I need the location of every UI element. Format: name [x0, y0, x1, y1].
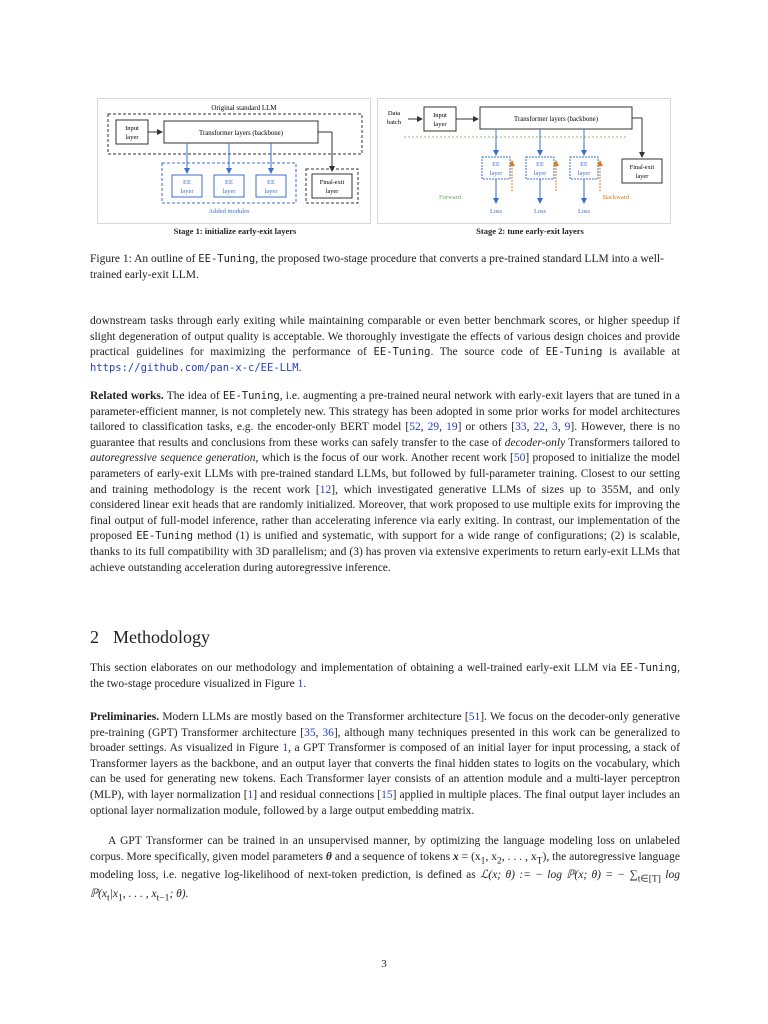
- svg-text:EE: EE: [492, 161, 500, 168]
- svg-text:EE: EE: [580, 161, 588, 168]
- svg-text:Input: Input: [433, 112, 447, 119]
- related-works-heading: Related works.: [90, 390, 164, 402]
- original-standard-llm-title: Original standard LLM: [211, 104, 277, 112]
- figure-caption: Figure 1: An outline of EE-Tuning, the proposed two-stage procedure that converts a pre-trained standard LLM into a well-trained early-exit LLM.: [90, 253, 664, 281]
- svg-text:EE: EE: [267, 179, 275, 186]
- input-layer-label-2: layer: [125, 134, 139, 141]
- svg-text:Loss: Loss: [534, 208, 546, 215]
- svg-text:Final-exit: Final-exit: [319, 179, 345, 186]
- svg-text:Loss: Loss: [490, 208, 502, 215]
- page-number: 3: [381, 958, 387, 970]
- added-modules-label: Added modules: [208, 208, 250, 215]
- backward-label: Backward: [602, 194, 630, 201]
- transformer-backbone-label: Transformer layers (backbone): [199, 130, 283, 137]
- gpt-training-paragraph: A GPT Transformer can be trained in an unsupervised manner, by optimizing the language modeling loss on unlabeled corpus. More specifically, given model parameters θ and a sequence of tokens $x = (x_1$, $x_2$, . . . , $x_T$), the autoregressive language modeling loss, i.e. negative log-likelihood of next-token prediction, is defined as ℒ(x; θ) := − log ℙ(x; θ) = − $\sum_{t\in[T]}$ $\log ℙ(x_t|x_1$, . . . , $x_{t-1}$; θ).: [90, 835, 681, 904]
- stage2-diagram: [378, 99, 670, 223]
- forward-label: Forward: [438, 194, 462, 201]
- svg-text:layer: layer: [325, 188, 339, 195]
- svg-text:layer: layer: [489, 170, 503, 177]
- preliminaries-paragraph: Preliminaries. Modern LLMs are mostly based on the Transformer architecture [51]. We focus on the decoder-only generative pre-training (GPT) Transformer architecture [35, 36], although many techniques presented in this work can be generalized to broader settings. As visualized in Figure 1, a GPT Transformer is composed of an initial layer for input processing, a stack of Transformer layers as the backbone, and an output layer that converts the final hidden states to logits on the vocabulary, which can be used for generating new tokens. Each Transformer layer consists of an attention module and a multi-layer perceptron (MLP), with layer normalization [1] and residual connections [15] applied in multiple places. The final output layer includes an optional layer normalization module, followed by a large output embedding matrix.: [90, 711, 681, 817]
- intro-paragraph: downstream tasks through early exiting while maintaining comparable or even better benchmark scores, or higher speedup if slight degeneration of output quality is acceptable. We thoroughly investigate the effects of various design choices and provide practical guidelines for maximizing the performance of EE-Tuning. The source code of EE-Tuning is available at https://github.com/pan-x-c/EE-LLM.: [90, 315, 680, 374]
- svg-text:layer: layer: [180, 188, 194, 195]
- svg-text:Transformer layers (backbone): Transformer layers (backbone): [514, 116, 598, 123]
- svg-text:EE: EE: [225, 179, 233, 186]
- svg-text:EE: EE: [536, 161, 544, 168]
- stage1-caption: Stage 1: initialize early-exit layers: [173, 226, 297, 236]
- svg-text:Data: Data: [387, 110, 401, 117]
- preliminaries-heading: Preliminaries.: [90, 711, 160, 723]
- svg-text:layer: layer: [635, 173, 649, 180]
- related-works-paragraph: Related works. The idea of EE-Tuning, i.e. augmenting a pre-trained neural network with early-exit layers that are tuned in a parameter-efficient manner, is not completely new. This strategy has been adopted in some prior works for model architectures tailored to classification tasks, e.g. the encoder-only BERT model [52, 29, 19] or others [33, 22, 3, 9]. However, there is no guarantee that results and conclusions from these works can safely transfer to the case of decoder-only Transformers tailored to autoregressive sequence generation, which is the focus of our work. Another recent work [50] proposed to initialize the model parameters of early-exit LLMs with pre-trained standard LLMs, but followed by full-parameter training. Closest to our setting and training methodology is the recent work [12], which investigated generative LLMs of sizes up to 355M, and only considered linear exit heads that are randomly initialized. Moreover, that work proposed to use multiple exits for improving the final output of full-model inference, rather than accelerating inference via early exiting. In contrast, our implementation of the proposed EE-Tuning method (1) is unified and systematic, with support for a wide range of configurations; (2) is scalable, thanks to its full compatibility with 3D parallelism; and (3) has proven via extensive experiments to return early-exit LLMs that achieve outstanding acceleration during autoregressive inference.: [90, 390, 681, 574]
- figure-panel-stage1: [97, 98, 371, 224]
- section-heading-methodology: 2 Methodology: [90, 627, 210, 647]
- svg-text:layer: layer: [533, 170, 547, 177]
- methodology-intro-paragraph: This section elaborates on our methodology and implementation of obtaining a well-trained early-exit LLM via EE-Tuning, the two-stage procedure visualized in Figure 1.: [90, 662, 680, 690]
- svg-text:batch: batch: [386, 119, 402, 126]
- stage2-caption: Stage 2: tune early-exit layers: [476, 226, 584, 236]
- svg-text:layer: layer: [577, 170, 591, 177]
- svg-text:EE: EE: [183, 179, 191, 186]
- stage1-diagram: [98, 99, 370, 223]
- source-code-link[interactable]: https://github.com/pan-x-c/EE-LLM: [90, 361, 299, 374]
- svg-text:layer: layer: [222, 188, 236, 195]
- input-layer-label-1: Input: [125, 125, 139, 132]
- svg-text:Loss: Loss: [578, 208, 590, 215]
- svg-text:Final-exit: Final-exit: [629, 164, 655, 171]
- svg-text:layer: layer: [433, 121, 447, 128]
- svg-text:layer: layer: [264, 188, 278, 195]
- figure-panel-stage2: [377, 98, 671, 224]
